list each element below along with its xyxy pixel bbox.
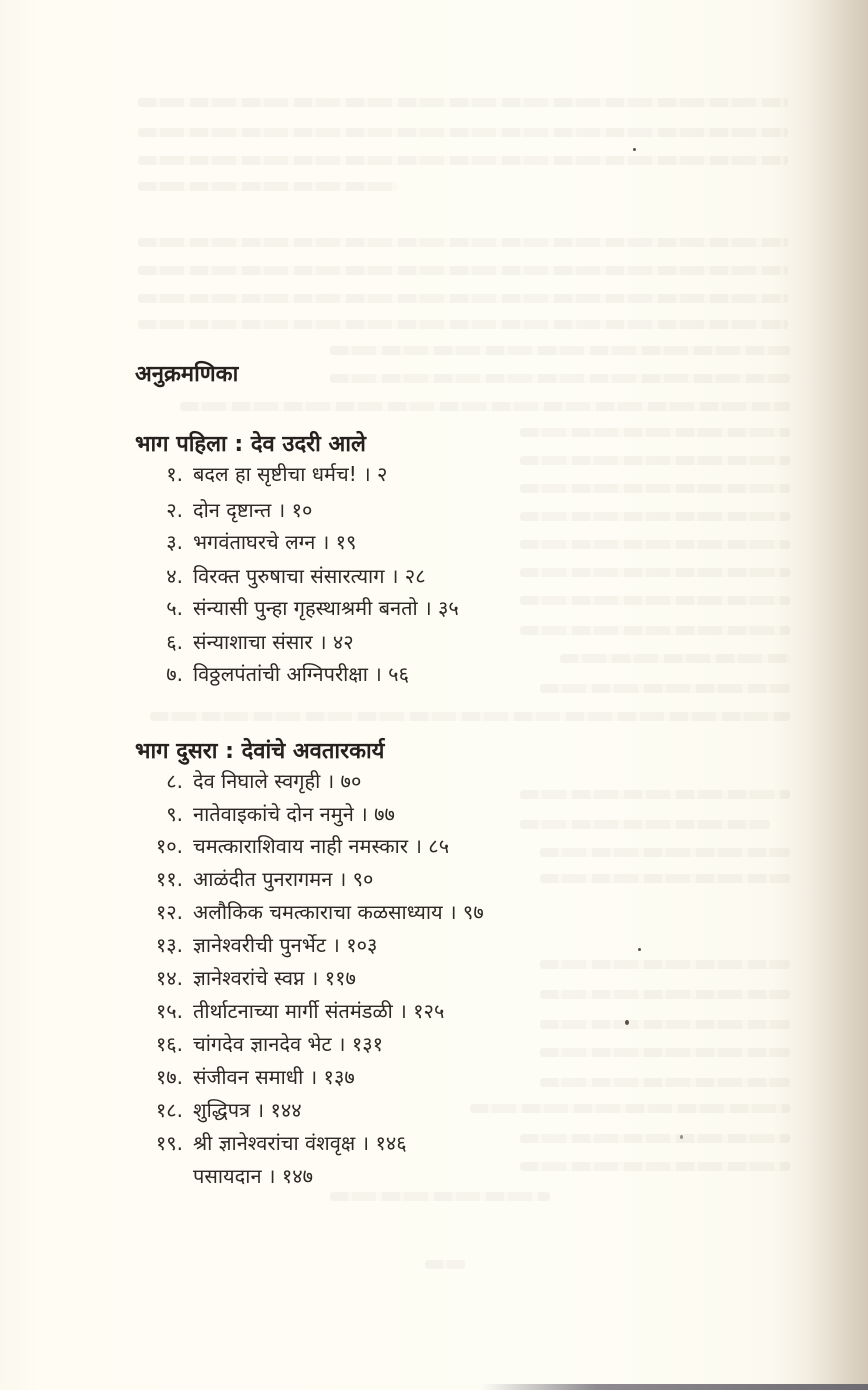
bleed-through-line [138, 98, 788, 107]
entry-title: नातेवाइकांचे दोन नमुने । ७७ [193, 802, 395, 826]
entry-number: ९. [166, 802, 183, 826]
bleed-through-line [540, 1048, 790, 1057]
bleed-through-line [330, 374, 790, 383]
entry-number: १३. [155, 933, 183, 957]
entry-number: ८. [166, 769, 183, 793]
bleed-through-line [520, 568, 790, 577]
bleed-through-line [138, 266, 788, 275]
bleed-through-line [540, 990, 790, 999]
bleed-through-line [520, 456, 790, 465]
entry-title: तीर्थाटनाच्या मार्गी संतमंडळी । १२५ [193, 999, 445, 1023]
bleed-through-line [540, 848, 790, 857]
paper-speck [633, 148, 636, 151]
bleed-through-line [520, 1162, 790, 1171]
entry-number: १८. [155, 1098, 183, 1122]
bleed-through-line [540, 1020, 790, 1029]
entry-number: ५. [166, 596, 183, 620]
entry-number: १९. [155, 1131, 183, 1155]
entry-number: १. [166, 462, 183, 486]
entry-number: १६. [155, 1032, 183, 1056]
bleed-through-line [520, 1134, 790, 1143]
bleed-through-line [560, 654, 790, 663]
entry-number: ७. [166, 662, 183, 686]
paper-speck [680, 1135, 683, 1139]
entry-number: ४. [166, 564, 183, 588]
entry-title: पसायदान । १४७ [193, 1164, 314, 1188]
bleed-through-line [138, 182, 398, 191]
entry-title: भगवंताघरचे लग्न । १९ [193, 530, 357, 554]
bleed-through-line [425, 1260, 465, 1269]
bleed-through-line [138, 128, 788, 137]
entry-title: संजीवन समाधी । १३७ [193, 1065, 355, 1089]
entry-title: शुद्धिपत्र । १४४ [193, 1098, 302, 1122]
bleed-through-line [138, 238, 788, 247]
entry-title: संन्यासी पुन्हा गृहस्थाश्रमी बनतो । ३५ [193, 596, 459, 620]
bleed-through-line [520, 484, 790, 493]
bleed-through-line [540, 684, 790, 693]
bleed-through-line [330, 346, 790, 355]
entry-title: विरक्त पुरुषाचा संसारत्याग । २८ [193, 564, 426, 588]
part-heading: भाग पहिला : देव उदरी आले [135, 432, 366, 457]
bleed-through-line [470, 1104, 790, 1113]
bleed-through-line [520, 512, 790, 521]
bleed-through-line [138, 294, 788, 303]
entry-number: १७. [155, 1065, 183, 1089]
entry-title: आळंदीत पुनरागमन । ९० [193, 867, 374, 891]
entry-title: चमत्काराशिवाय नाही नमस्कार । ८५ [193, 834, 450, 858]
entry-number: १०. [155, 834, 183, 858]
bleed-through-line [520, 790, 790, 799]
bleed-through-line [520, 820, 770, 829]
bleed-through-line [540, 960, 790, 969]
bleed-through-line [138, 320, 788, 329]
paper-speck [638, 948, 641, 951]
page-bottom-edge [480, 1384, 868, 1390]
part-heading: भाग दुसरा : देवांचे अवतारकार्य [135, 739, 385, 764]
entry-title: श्री ज्ञानेश्वरांचा वंशवृक्ष । १४६ [193, 1131, 407, 1155]
entry-number: १२. [155, 900, 183, 924]
bleed-through-line [150, 712, 790, 721]
bleed-through-line [520, 596, 790, 605]
entry-title: अलौकिक चमत्काराचा कळसाध्याय । ९७ [193, 900, 484, 924]
entry-title: संन्याशाचा संसार । ४२ [193, 630, 354, 654]
entry-title: दोन दृष्टान्त । १० [193, 498, 313, 522]
entry-number: २. [166, 498, 183, 522]
bleed-through-line [540, 874, 790, 883]
bleed-through-line [520, 626, 790, 635]
entry-title: देव निघाले स्वगृही । ७० [193, 769, 362, 793]
entry-number: ६. [166, 630, 183, 654]
entry-title: विठ्ठलपंतांची अग्निपरीक्षा । ५६ [193, 662, 409, 686]
entry-title: चांगदेव ज्ञानदेव भेट । १३१ [193, 1032, 384, 1056]
entry-title: ज्ञानेश्वरीची पुनर्भेट । १०३ [193, 933, 378, 957]
toc-title: अनुक्रमणिका [135, 362, 239, 387]
entry-title: ज्ञानेश्वरांचे स्वप्न । ११७ [193, 966, 356, 990]
bleed-through-line [520, 428, 790, 437]
paper-speck [625, 1020, 629, 1025]
entry-number: ३. [166, 530, 183, 554]
entry-number: १५. [155, 999, 183, 1023]
bleed-through-line [138, 156, 788, 165]
entry-number: ११. [155, 867, 183, 891]
entry-number: १४. [155, 966, 183, 990]
bleed-through-line [180, 402, 790, 411]
bleed-through-line [520, 540, 790, 549]
bleed-through-line [330, 1192, 550, 1201]
bleed-through-line [540, 1078, 790, 1087]
entry-title: बदल हा सृष्टीचा धर्मच! । २ [193, 462, 388, 486]
